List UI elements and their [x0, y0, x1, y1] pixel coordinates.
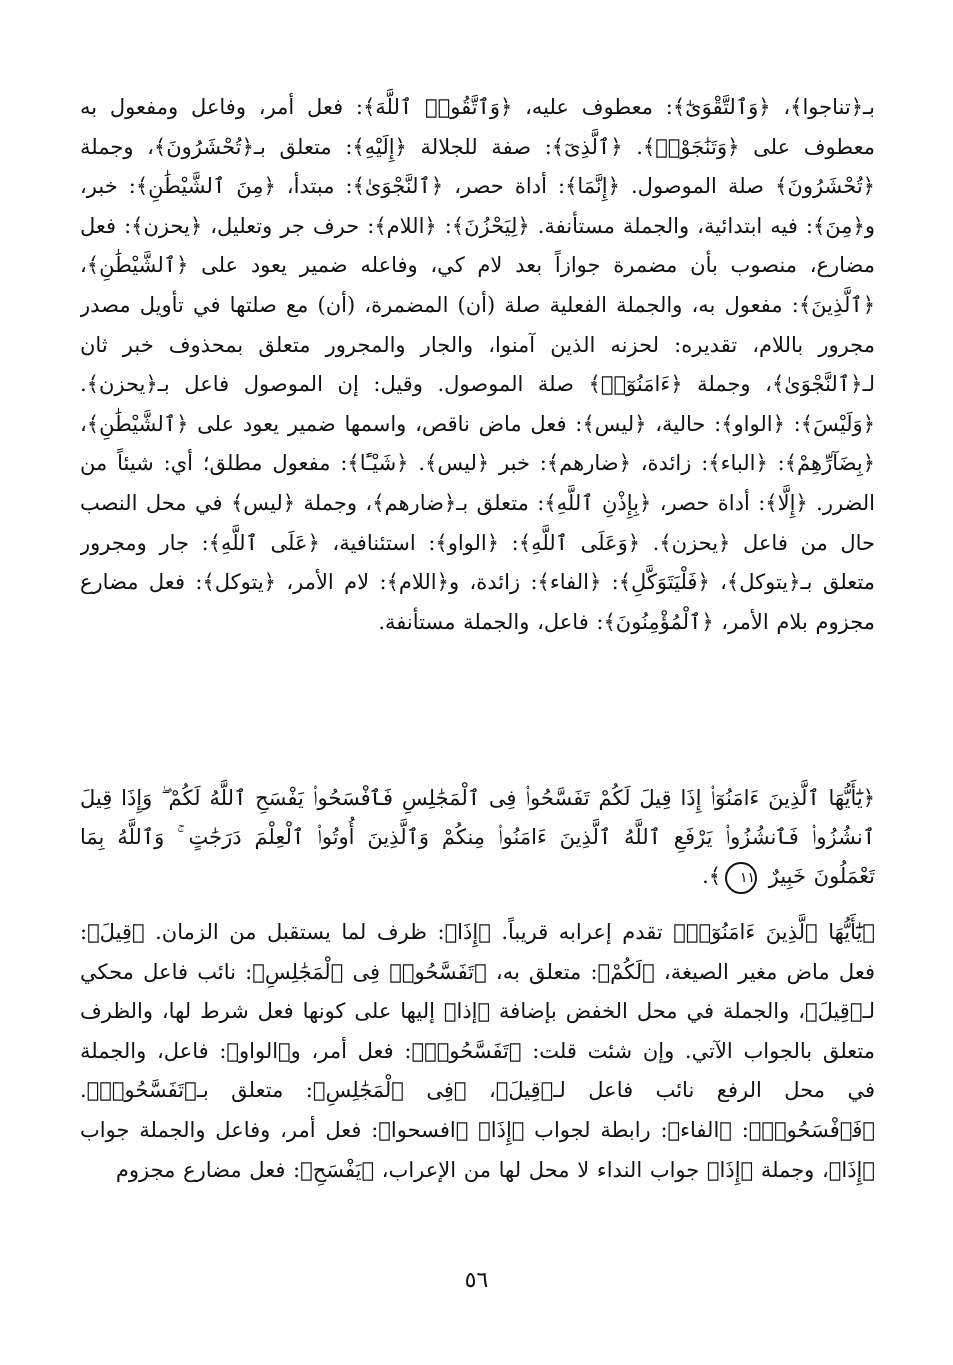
quran-verse [80, 779, 875, 896]
verse-closing-bracket: ﴾. [702, 864, 722, 888]
quran-verse-block [80, 779, 875, 897]
quran-verse-text: ﴿يَٰٓأَيُّهَا ٱلَّذِينَ ءَامَنُوٓا۟ إِذَا قِيلَ لَكُمْ تَفَسَّحُوا۟ فِى ٱلْمَجَٰلِسِ فَٱفْسَحُوا۟ يَفْسَحِ ٱللَّهُ لَكُمْ ۖ وَإِذَا قِيلَ ٱنشُزُوا۟ فَٱنشُزُوا۟ يَرْفَعِ ٱللَّهُ ٱلَّذِينَ ءَامَنُوا۟ مِنكُمْ وَٱلَّذِينَ أُوتُوا۟ ٱلْعِلْمَ دَرَجَٰتٍ ۚ وَٱللَّهُ بِمَا تَعْمَلُونَ خَبِيرٌ [80, 786, 875, 888]
document-page [80, 88, 875, 1268]
page-number: ٥٦ [464, 1268, 489, 1293]
commentary-paragraph-1: بـ﴿تناجوا﴾، ﴿وَٱلتَّقْوَىٰٓ﴾: معطوف عليه، ﴿وَٱتَّقُوا۟ ٱللَّهَ﴾: فعل أمر، وفاعل ومفعول به معطوف على ﴿وَتَنَٰجَوْا۟﴾. ﴿ٱلَّذِىٓ﴾: صفة للجلالة ﴿إِلَيْهِ﴾: متعلق بـ﴿تُحْشَرُونَ﴾، وجملة ﴿تُحْشَرُونَ﴾ صلة الموصول. ﴿إِنَّمَا﴾: أداة حصر، ﴿ٱلنَّجْوَىٰ﴾: مبتدأ، ﴿مِنَ ٱلشَّيْطَٰنِ﴾: خبر، و﴿مِنَ﴾: فيه ابتدائية، والجملة مستأنفة. ﴿لِيَحْزُنَ﴾: ﴿اللام﴾: حرف جر وتعليل، ﴿يحزن﴾: فعل مضارع، منصوب بأن مضمرة جوازاً بعد لام كي، وفاعله ضمير يعود على ﴿ٱلشَّيْطَٰنِ﴾، ﴿ٱلَّذِينَ﴾: مفعول به، والجملة الفعلية صلة (أن) المضمرة، (أن) مع صلتها في تأويل مصدر مجرور باللام، تقديره: لحزنه الذين آمنوا، والجار والمجرور متعلق بمحذوف خبر ثان لـ﴿ٱلنَّجْوَىٰ﴾، وجملة ﴿ءَامَنُوٓا۟﴾ صلة الموصول. وقيل: إن الموصول فاعل بـ﴿يحزن﴾. ﴿وَلَيْسَ﴾: ﴿الواو﴾: حالية، ﴿ليس﴾: فعل ماض ناقص، واسمها ضمير يعود على ﴿ٱلشَّيْطَٰنِ﴾، ﴿بِضَآرِّهِمْ﴾: ﴿الباء﴾: زائدة، ﴿ضارهم﴾: خبر ﴿ليس﴾. ﴿شَيْـًٔا﴾: مفعول مطلق؛ أي: شيئاً من الضرر. ﴿إِلَّا﴾: أداة حصر، ﴿بِإِذْنِ ٱللَّهِ﴾: متعلق بـ﴿ضارهم﴾، وجملة ﴿ليس﴾ في محل النصب حال من فاعل ﴿يحزن﴾. ﴿وَعَلَى ٱللَّهِ﴾: ﴿الواو﴾: استئنافية، ﴿عَلَى ٱللَّهِ﴾: جار ومجرور متعلق بـ﴿يتوكل﴾، ﴿فَلْيَتَوَكَّلِ﴾: ﴿الفاء﴾: زائدة، و﴿اللام﴾: لام الأمر، ﴿يتوكل﴾: فعل مضارع مجزوم بلام الأمر، ﴿ٱلْمُؤْمِنُونَ﴾: فاعل، والجملة مستأنفة. [80, 95, 875, 634]
commentary-block-2 [80, 913, 875, 1268]
commentary-paragraph-2: ﴿يَٰٓأَيُّهَا ٱلَّذِينَ ءَامَنُوٓا۟﴾ تقدم إعرابه قريباً. ﴿إِذَا﴾: ظرف لما يستقبل من الزمان. ﴿قِيلَ﴾: فعل ماض مغير الصيغة، ﴿لَكُمْ﴾: متعلق به، ﴿تَفَسَّحُوا۟ فِى ٱلْمَجَٰلِسِ﴾: نائب فاعل محكي لـ﴿قِيلَ﴾، والجملة في محل الخفض بإضافة ﴿إذا﴾ إليها على كونها فعل شرط لها، والظرف متعلق بالجواب الآتي. وإن شئت قلت: ﴿تَفَسَّحُوا۟﴾: فعل أمر، و﴿الواو﴾: فاعل، والجملة في محل الرفع نائب فاعل لـ﴿قِيلَ﴾، ﴿فِى ٱلْمَجَٰلِسِ﴾: متعلق بـ﴿تَفَسَّحُوا۟﴾. ﴿فَٱفْسَحُوا۟﴾: ﴿الفاء﴾: رابطة لجواب ﴿إِذَا﴾ ﴿افسحوا﴾: فعل أمر، وفاعل والجملة جواب ﴿إِذَا﴾، وجملة ﴿إِذَا﴾ جواب النداء لا محل لها من الإعراب، ﴿يَفْسَحِ﴾: فعل مضارع مجزوم [80, 920, 875, 1182]
ayah-number-marker: ١١ [725, 862, 757, 894]
